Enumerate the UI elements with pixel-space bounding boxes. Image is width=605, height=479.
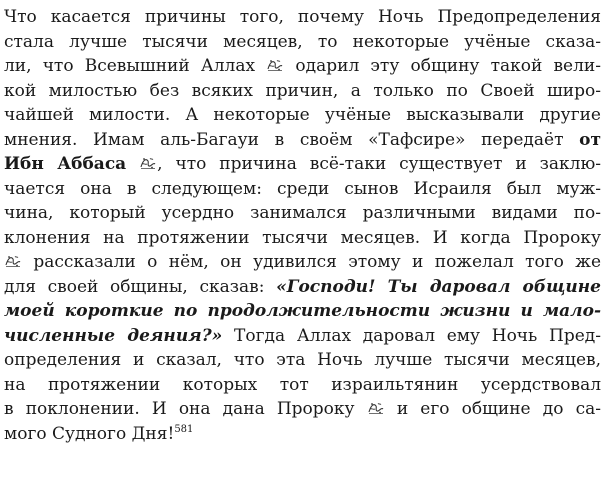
text-line — [4, 30, 601, 55]
quotation-text: моей короткие по продолжительности жизни и мало- — [4, 301, 601, 321]
glorified-exalted-honorific-icon — [267, 58, 283, 72]
text-line — [4, 422, 601, 447]
text-line — [4, 79, 601, 104]
text-segment: , что причина всё-таки существует и заклю- — [157, 154, 602, 174]
text-segment: одарил эту общину такой вели- — [284, 56, 601, 76]
text-segment: Тогда Аллах даровал ему Ночь Пред- — [222, 325, 602, 346]
text-line — [4, 275, 601, 300]
text-segment: определения и сказал, что эта Ночь лучше тысячи месяцев, — [4, 350, 601, 370]
text-line — [4, 299, 601, 324]
text-segment: клонения на протяжении тысячи месяцев. И когда Пророку — [4, 227, 601, 248]
quotation-text: «Господи! Ты даровал общине — [276, 276, 601, 297]
text-segment: мого Судного Дня! — [4, 423, 175, 444]
text-line — [4, 397, 601, 422]
text-segment: для своей общины, сказав: — [4, 276, 277, 297]
text-segment: рассказали о нём, он удивился этому и пожелал того же — [22, 252, 601, 272]
emphasis-text: от — [579, 129, 601, 150]
text-segment: кой милостью без всяких причин, а только по Своей широ- — [4, 80, 601, 101]
text-line — [4, 103, 601, 128]
text-line — [4, 348, 601, 373]
salawat-honorific-icon — [368, 401, 384, 415]
text-segment — [126, 154, 139, 174]
text-line — [4, 177, 601, 202]
text-line — [4, 128, 601, 153]
radiyallahu-honorific-icon — [140, 156, 156, 170]
quotation-text: численные деяния?» — [4, 325, 223, 346]
text-segment: ли, что Всевышний Аллах — [4, 56, 267, 76]
text-line — [4, 5, 601, 30]
text-segment: стала лучше тысячи месяцев, то некоторые учёные сказа- — [4, 31, 601, 52]
text-segment: и его общине до са- — [384, 399, 601, 419]
text-segment: мнения. Имам аль-Багауи в своём «Тафсире» передаёт — [4, 129, 580, 150]
text-line — [4, 201, 601, 226]
emphasis-text: Ибн Аббаса — [4, 154, 127, 174]
text-line — [4, 373, 601, 398]
text-line — [4, 324, 601, 349]
footnote-marker: 581 — [174, 423, 194, 435]
text-line — [4, 54, 601, 79]
salawat-honorific-icon — [5, 254, 21, 268]
text-segment: чается она в следующем: среди сынов Исраиля был муж- — [4, 178, 601, 199]
text-line — [4, 250, 601, 275]
text-segment: в поклонении. И она дана Пророку — [4, 399, 367, 419]
text-segment: на протяжении которых тот израильтянин усердствовал — [4, 374, 601, 395]
text-segment: чайшей милости. А некоторые учёные высказывали другие — [4, 105, 601, 125]
text-segment: Что касается причины того, почему Ночь Предопределения — [4, 7, 601, 27]
text-line — [4, 152, 601, 177]
text-line — [4, 226, 601, 251]
text-segment: чина, который усердно занимался различными видами по- — [4, 203, 601, 223]
